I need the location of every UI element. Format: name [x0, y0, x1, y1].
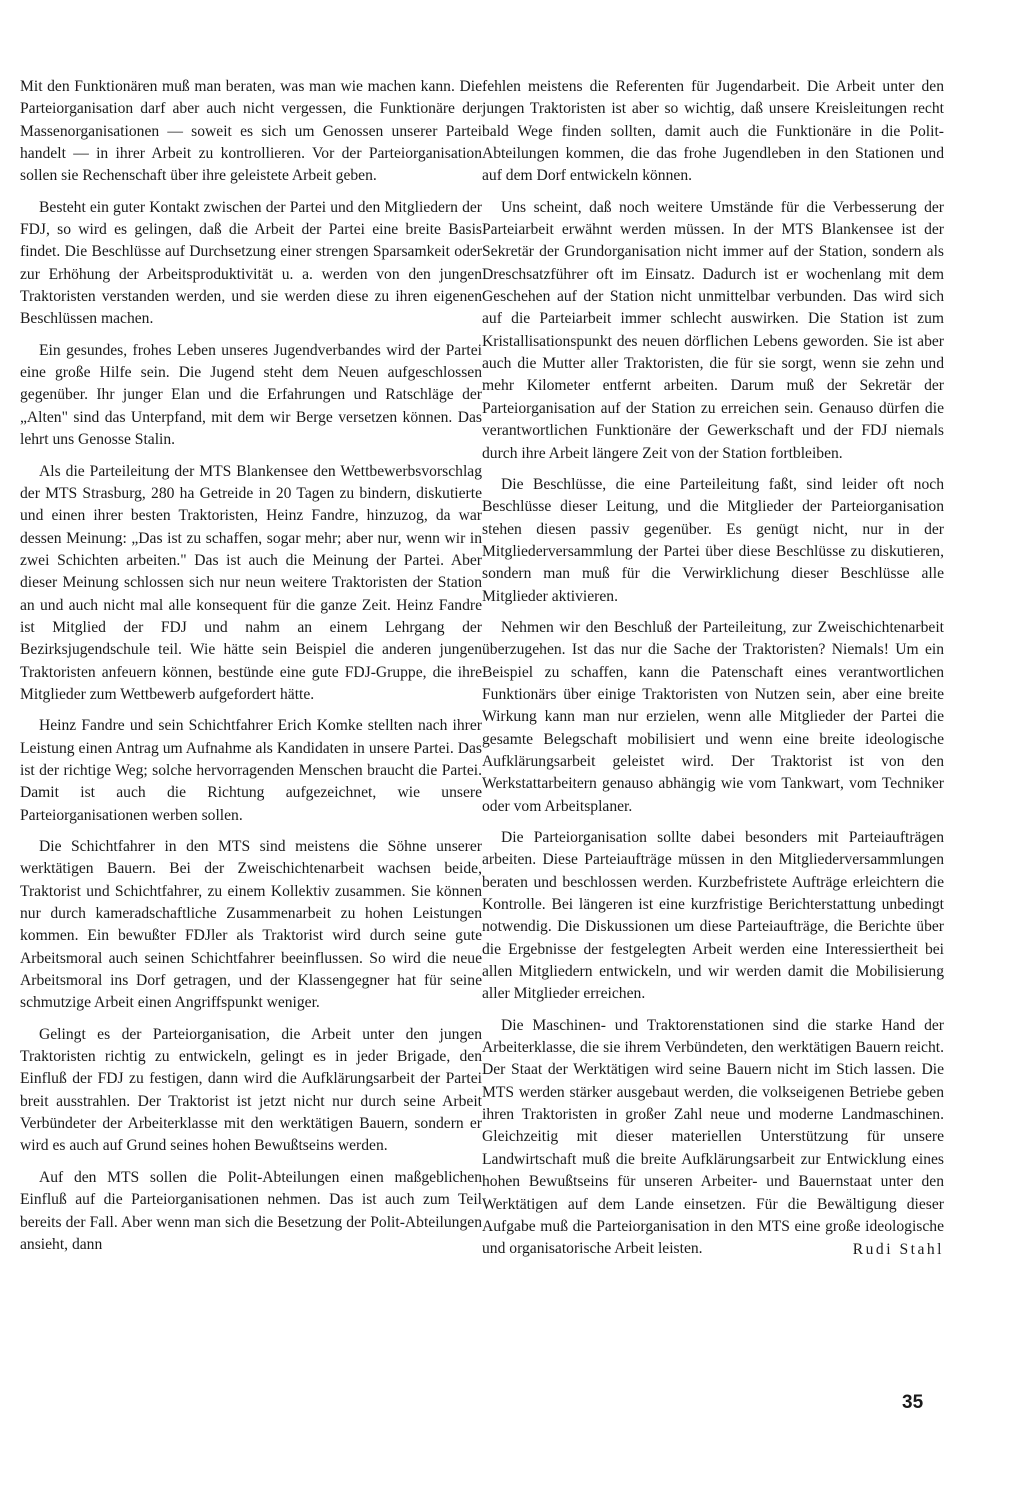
- author-signature: Rudi Stahl: [852, 1240, 944, 1258]
- left-column: [20, 76, 482, 1256]
- paragraph: Als die Parteileitung der MTS Blankensee den Wettbewerbsvorschlag der MTS Strasburg, 280 ha Getreide in 20 Tagen zu bindern, diskutierte und einen ihrer besten Traktoristen, Heinz Fandre, hinzuzog, da war dessen Meinung: „Das ist zu schaffen, sogar mehr; aber nur, wenn wir in zwei Schichten arbeiten." Das ist auch die Meinung der Partei. Aber dieser Meinung schlossen sich nur neun weitere Traktoristen der Station an und auch nicht mal alle konsequent für die ganze Zeit. Heinz Fandre ist Mitglied der FDJ und nahm an einem Lehrgang der Bezirksjugendschule teil. Wie hätte sein Beispiel die anderen jungen Traktoristen anfeuern können, bestünde eine gute FDJ-Gruppe, die ihre Mitglieder zum Wettbewerb aufgefordert hätte.: [20, 462, 482, 703]
- paragraph: Auf den MTS sollen die Polit-Abteilungen einen maßgeblichen Einfluß auf die Parteiorganisationen nehmen. Das ist auch zum Teil bereits der Fall. Aber wenn man sich die Besetzung der Polit-Abteilungen ansieht, dann: [20, 1168, 482, 1253]
- paragraph: Die Beschlüsse, die eine Parteileitung faßt, sind leider oft noch Beschlüsse dieser Leitung, und die Mitglieder der Parteiorganisation stehen diesen passiv gegenüber. Es genügt nicht, nur in der Mitgliederversammlung der Partei über diese Beschlüsse zu diskutieren, sondern man muß für die Verwirklichung dieser Beschlüsse alle Mitglieder aktivieren.: [482, 475, 944, 605]
- paragraph: Uns scheint, daß noch weitere Umstände für die Verbesserung der Parteiarbeit erwähnt werden müssen. In der MTS Blankensee ist der Sekretär der Grundorganisation nicht immer auf der Station, sondern als Dreschsatzführer oft im Einsatz. Dadurch ist er wochenlang mit dem Geschehen auf der Station nicht unmittelbar verbunden. Das wird sich auf die Parteiarbeit immer schlecht auswirken. Die Station ist zum Kristallisationspunkt des neuen dörflichen Lebens geworden. Sie ist aber auch die Mutter aller Traktoristen, die für sie sorgt, wenn sie zehn und mehr Kilometer entfernt arbeiten. Darum muß der Sekretär der Parteiorganisation auf der Station zu erreichen sein. Genauso dürfen die verantwortlichen Funktionäre der Gewerkschaft und der FDJ niemals durch ihre Arbeit längere Zeit von der Station fortbleiben.: [482, 198, 944, 462]
- paragraph: Ein gesundes, frohes Leben unseres Jugendverbandes wird der Partei eine große Hilfe sein. Die Jugend steht dem Neuen aufgeschlossen gegenüber. Ihr junger Elan und die Erfahrungen und Ratschläge der „Alten" sind das Unterpfand, mit dem wir Berge versetzen können. Das lehrt uns Genosse Stalin.: [20, 341, 482, 449]
- paragraph: Nehmen wir den Beschluß der Parteileitung, zur Zweischichtenarbeit überzugehen. Ist das nur die Sache der Traktoristen? Niemals! Um ein Beispiel zu schaffen, kann die Patenschaft eines verantwortlichen Funktionärs über einige Traktoristen von Nutzen sein, aber eine breite Wirkung kann man nur erzielen, wenn alle Mitglieder der Partei die gesamte Belegschaft mobilisiert und wenn eine breite ideologische Aufklärungsarbeit geleistet wird. Der Traktorist ist von den Werkstattarbeitern genauso abhängig wie vom Tankwart, vom Techniker oder vom Arbeitsplaner.: [482, 618, 944, 815]
- right-column: [482, 76, 944, 1261]
- paragraph: fehlen meistens die Referenten für Jugendarbeit. Die Arbeit unter den jungen Traktoristen ist aber so wichtig, daß unsere Kreisleitungen recht bald Wege finden sollten, damit auch die Funktionäre in die Polit-Abteilungen kommen, die das frohe Jugendleben in den Stationen und auf dem Dorf entwickeln können.: [482, 78, 944, 185]
- page-number: 35: [902, 1392, 924, 1413]
- paragraph: Heinz Fandre und sein Schichtfahrer Erich Komke stellten nach ihrer Leistung einen Antrag um Aufnahme als Kandidaten in unsere Partei. Das ist der richtige Weg; solche hervorragenden Menschen braucht die Partei. Damit ist auch die Richtung aufgezeichnet, wie unsere Parteiorganisationen werben sollen.: [20, 717, 482, 824]
- paragraph: Die Parteiorganisation sollte dabei besonders mit Parteiaufträgen arbeiten. Diese Parteiaufträge müssen in den Mitgliederversammlungen beraten und beschlossen werden. Kurzbefristete Aufträge erleichtern die Kontrolle. Bei längeren ist eine kurzfristige Berichterstattung unbedingt notwendig. Die Diskussionen um diese Parteiaufträge, die Berichte über die Ergebnisse der festgelegten Arbeit werden eine Interessiertheit bei allen Mitgliedern entwickeln, und wir werden damit die Mobilisierung aller Mitglieder erreichen.: [482, 829, 944, 1003]
- paragraph: Besteht ein guter Kontakt zwischen der Partei und den Mitgliedern der FDJ, so wird es gelingen, daß die Arbeit der Partei eine breite Basis findet. Die Beschlüsse auf Durchsetzung einer strengen Sparsamkeit oder zur Erhöhung der Arbeitsproduktivität u. a. werden von den jungen Traktoristen verstanden werden, und sie werden diese zu ihren eigenen Beschlüssen machen.: [20, 198, 482, 328]
- paragraph: Die Schichtfahrer in den MTS sind meistens die Söhne unserer werktätigen Bauern. Bei der Zweischichtenarbeit wachsen beide, Traktorist und Schichtfahrer, zu einem Kollektiv zusammen. Sie können nur durch kameradschaftliche Zusammenarbeit zu hohen Leistungen kommen. Ein bewußter FDJler als Traktorist wird durch seine gute Arbeitsmoral auch seinen Schichtfahrer beeinflussen. So wird die neue Arbeitsmoral ins Dorf getragen, und der Klassengegner hat für seine schmutzige Arbeit einen Angriffspunkt weniger.: [20, 838, 482, 1012]
- paragraph: Die Maschinen- und Traktorenstationen sind die starke Hand der Arbeiterklasse, die sie ihrem Verbündeten, den werktätigen Bauern reicht. Der Staat der Werktätigen wird seine Bauern nicht im Stich lassen. Die MTS werden stärker ausgebaut werden, die volkseigenen Betriebe geben ihren Traktoristen in großer Zahl neue und moderne Landmaschinen. Gleichzeitig mit dieser materiellen Unterstützung für unsere Landwirtschaft muß die breite Aufklärungsarbeit zur Entwicklung eines hohen Bewußtseins für unseren Arbeiter- und Bauernstaat unter den Werktätigen auf dem Lande einsetzen. Für die Bewältigung dieser Aufgabe muß die Parteiorganisation in den MTS eine große ideologische und organisatorische Arbeit leisten.: [482, 1016, 944, 1258]
- paragraph: Mit den Funktionären muß man beraten, was man wie machen kann. Die Parteiorganisation darf aber auch nicht vergessen, die Funktionäre der Massenorganisationen — soweit es sich um Genossen unserer Partei handelt — in ihrer Arbeit zu kontrollieren. Vor der Parteiorganisation sollen sie Rechenschaft über ihre geleistete Arbeit geben.: [20, 78, 482, 185]
- paragraph: Gelingt es der Parteiorganisation, die Arbeit unter den jungen Traktoristen richtig zu entwickeln, gelingt es in jeder Brigade, den Einfluß der FDJ zu festigen, dann wird die Aufklärungsarbeit der Partei breit ausstrahlen. Der Traktorist ist jetzt nicht nur durch seine Arbeit Verbündeter der Arbeiterklasse mit den werktätigen Bauern, sondern er wird es auch auf Grund seines hohen Bewußtseins werden.: [20, 1025, 482, 1155]
